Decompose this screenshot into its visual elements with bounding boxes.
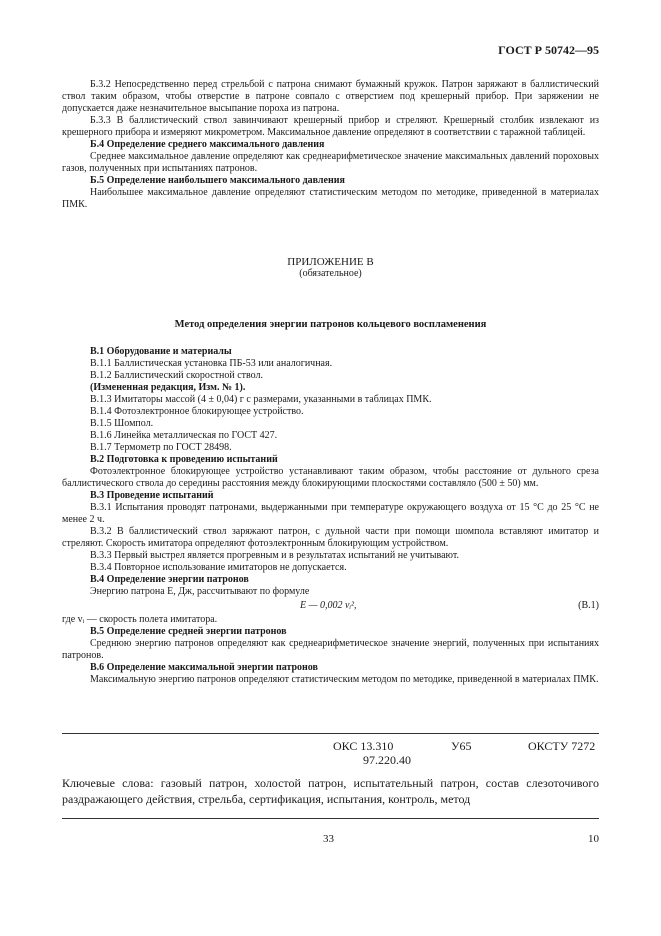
paragraph-v2: Фотоэлектронное блокирующее устройство устанавливают таким образом, чтобы расстояние от дульного среза баллистического ствола до середины расстояния между блокирующими плоскостями составляло (500 ± 50) мм. — [62, 466, 599, 489]
item-v11: В.1.1 Баллистическая установка ПБ-53 или аналогичная. — [90, 358, 333, 369]
oks-code: ОКС 13.310 — [333, 739, 394, 753]
paragraph-v5: Среднюю энергию патронов определяют как среднеарифметическое значение энергий, полученных при испытаниях патронов. — [62, 638, 599, 661]
appendix-heading — [62, 256, 599, 280]
heading-b5: Б.5 Определение наибольшего максимального давления — [90, 175, 345, 186]
formula-number: (В.1) — [578, 600, 599, 611]
keywords: Ключевые слова: газовый патрон, холостой патрон, испытательный патрон, состав слезоточивого раздражающего действия, стрельба, сертификация, испытания, контроль, метод — [62, 776, 599, 806]
paragraph-v31: В.3.1 Испытания проводят патронами, выдержанными при температуре окружающего воздуха от 15 °С до 25 °С не менее 2 ч. — [62, 502, 599, 525]
heading-b4: Б.4 Определение среднего максимального давления — [90, 139, 325, 150]
heading-v3: В.3 Проведение испытаний — [90, 490, 214, 501]
formula-v1 — [62, 598, 599, 614]
paragraph-b4: Среднее максимальное давление определяют как среднеарифметическое значение максимальных давлений пороховых газов, полученных при испытаниях патронов. — [62, 151, 599, 174]
amendment-note: (Измененная редакция, Изм. № 1). — [90, 382, 246, 393]
oks-code-block — [333, 739, 411, 767]
method-title: Метод определения энергии патронов кольцевого воспламенения — [174, 319, 487, 330]
paragraph-b33: Б.3.3 В баллистический ствол завинчивают крешерный прибор и стреляют. Крешерный столбик извлекают из крешерного прибора и измеряют микрометром. Максимальное давление определяют в соответствии с таражной таблицей. — [62, 115, 599, 138]
rule-bottom — [62, 818, 599, 819]
paragraph-b5: Наибольшее максимальное давление определяют статистическим методом по методике, приведенной в материалах ПМК. — [62, 187, 599, 210]
paragraph-v32: В.3.2 В баллистический ствол заряжают патрон, с дульной части при помощи шомпола вставляют имитатор и стреляют. Скорость имитатора определяют фотоэлектронным блокирующим устройством. — [62, 526, 599, 549]
page-number-center: 33 — [323, 833, 334, 845]
paragraph-v34: В.3.4 Повторное использование имитаторов не допускается. — [90, 562, 347, 573]
appendix-status: (обязательное) — [299, 268, 362, 279]
paragraph-b32: Б.3.2 Непосредственно перед стрельбой с патрона снимают бумажный кружок. Патрон заряжают в баллистический ствол таким образом, чтобы отверстие в патроне совпало с отверстием под крешерный прибор. При заряжении не допускается даже незначительное высыпание пороха из патрона. — [62, 79, 599, 114]
formula-expression: E — 0,002 vᵢ², — [300, 600, 357, 611]
item-v17: В.1.7 Термометр по ГОСТ 28498. — [90, 442, 232, 453]
section-v-body — [62, 346, 599, 686]
item-v12: В.1.2 Баллистический скоростной ствол. — [90, 370, 264, 381]
item-v13: В.1.3 Имитаторы массой (4 ± 0,04) г с размерами, указанными в таблицах ПМК. — [90, 394, 432, 405]
item-v15: В.1.5 Шомпол. — [90, 418, 154, 429]
formula-legend: где vᵢ — скорость полета имитатора. — [62, 614, 218, 625]
paragraph-v33: В.3.3 Первый выстрел является прогревным и в результатах испытаний не учитывают. — [90, 550, 459, 561]
page-number-right: 10 — [588, 833, 599, 845]
heading-v5: В.5 Определение средней энергии патронов — [90, 626, 287, 637]
heading-v1: В.1 Оборудование и материалы — [90, 346, 232, 357]
u-code: У65 — [451, 739, 472, 753]
paragraph-v6: Максимальную энергию патронов определяют статистическим методом по методике, приведенной в материалах ПМК. — [90, 674, 599, 685]
rule-top — [62, 733, 599, 734]
paragraph-v4: Энергию патрона Е, Дж, рассчитывают по формуле — [90, 586, 310, 597]
document-code: ГОСТ Р 50742—95 — [498, 43, 599, 57]
okstu-code: ОКСТУ 7272 — [528, 739, 596, 753]
item-v14: В.1.4 Фотоэлектронное блокирующее устройство. — [90, 406, 304, 417]
appendix-title: ПРИЛОЖЕНИЕ В — [287, 256, 374, 268]
item-v16: В.1.6 Линейка металлическая по ГОСТ 427. — [90, 430, 278, 441]
heading-v4: В.4 Определение энергии патронов — [90, 574, 249, 585]
heading-v2: В.2 Подготовка к проведению испытаний — [90, 454, 278, 465]
oks-code-secondary: 97.220.40 — [363, 753, 411, 767]
section-b-continuation — [62, 79, 599, 211]
heading-v6: В.6 Определение максимальной энергии патронов — [90, 662, 318, 673]
